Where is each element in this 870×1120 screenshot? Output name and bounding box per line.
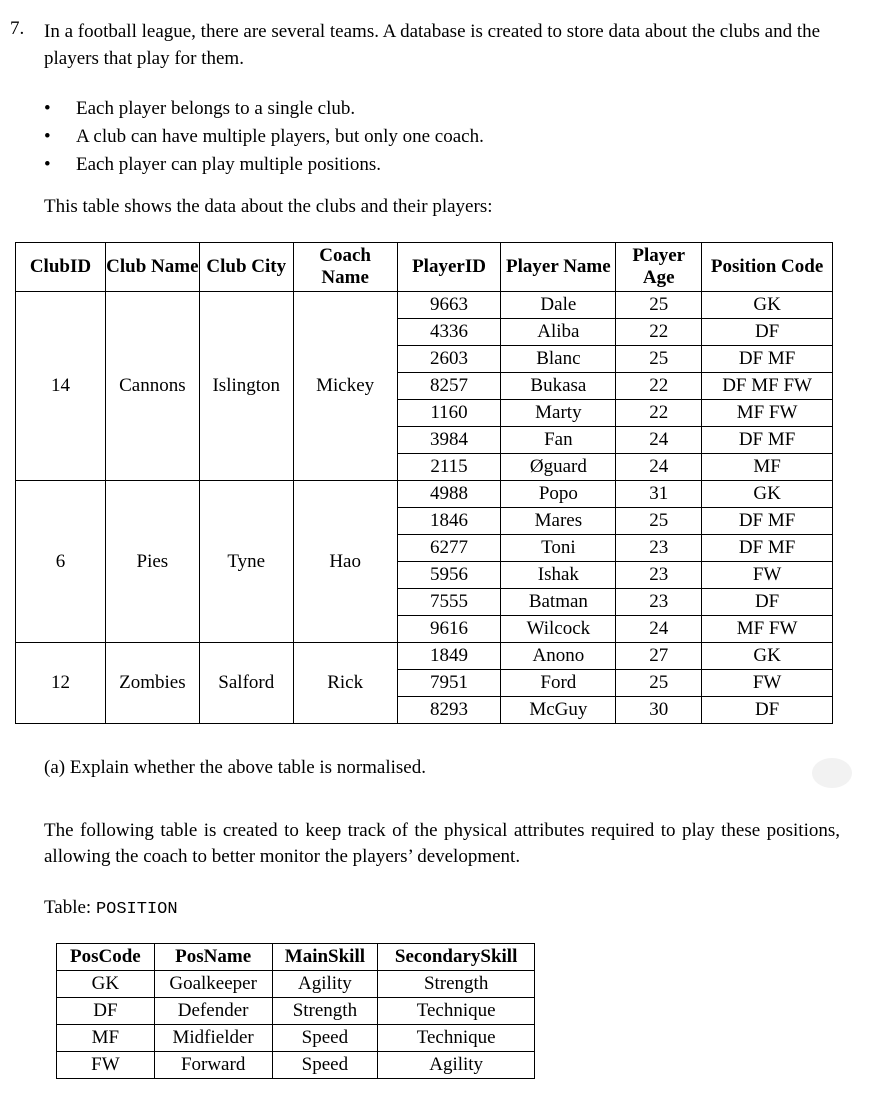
table-row (57, 971, 535, 998)
scan-smudge (812, 758, 852, 788)
table-row (16, 292, 833, 319)
cell-player-age: 25 (616, 670, 702, 697)
table-label-name: POSITION (95, 900, 178, 919)
header-main-skill: MainSkill (272, 944, 378, 971)
cell-player-id: 1846 (397, 508, 501, 535)
cell-player-id: 1849 (397, 643, 501, 670)
cell-club-name: Pies (105, 481, 199, 643)
header-row (16, 243, 833, 292)
cell-secondary-skill: Technique (378, 1025, 535, 1052)
header-secondary-skill: SecondarySkill (378, 944, 535, 971)
cell-main-skill: Speed (272, 1052, 378, 1079)
cell-player-age: 30 (616, 697, 702, 724)
header-club-name: Club Name (105, 243, 199, 292)
cell-player-id: 4336 (397, 319, 501, 346)
position-table-body (57, 971, 535, 1079)
list-item (44, 123, 484, 151)
cell-position-code: GK (702, 643, 833, 670)
cell-player-age: 22 (616, 400, 702, 427)
cell-player-name: Popo (501, 481, 616, 508)
table-row (57, 1025, 535, 1052)
cell-main-skill: Strength (272, 998, 378, 1025)
cell-pos-code: GK (57, 971, 155, 998)
bullet-text: A club can have multiple players, but only one coach. (76, 126, 484, 147)
cell-player-age: 25 (616, 346, 702, 373)
bullet-icon: • (44, 98, 51, 119)
cell-player-name: Fan (501, 427, 616, 454)
cell-position-code: GK (702, 481, 833, 508)
header-row (57, 944, 535, 971)
cell-player-id: 6277 (397, 535, 501, 562)
header-player-age: Player Age (616, 243, 702, 292)
cell-position-code: MF (702, 454, 833, 481)
cell-player-id: 2603 (397, 346, 501, 373)
position-table (56, 943, 535, 1079)
cell-pos-name: Midfielder (154, 1025, 272, 1052)
cell-player-id: 7951 (397, 670, 501, 697)
bullet-text: Each player can play multiple positions. (76, 154, 381, 175)
cell-player-name: Ford (501, 670, 616, 697)
cell-pos-code: MF (57, 1025, 155, 1052)
cell-player-id: 3984 (397, 427, 501, 454)
header-club-id: ClubID (16, 243, 106, 292)
clubs-players-table (15, 242, 833, 724)
cell-player-name: McGuy (501, 697, 616, 724)
table-label (44, 894, 178, 923)
cell-player-id: 9663 (397, 292, 501, 319)
cell-player-name: Mares (501, 508, 616, 535)
cell-pos-code: FW (57, 1052, 155, 1079)
cell-position-code: DF MF (702, 427, 833, 454)
cell-player-age: 25 (616, 508, 702, 535)
cell-coach-name: Hao (293, 481, 397, 643)
cell-club-name: Zombies (105, 643, 199, 724)
position-paragraph: The following table is created to keep track of the physical attributes required to play these positions, allowing the coach to better monitor the players’ development. (44, 820, 840, 867)
list-item (44, 151, 484, 179)
table-row (16, 481, 833, 508)
cell-player-name: Øguard (501, 454, 616, 481)
table-row (57, 1052, 535, 1079)
list-item (44, 95, 484, 123)
cell-player-id: 1160 (397, 400, 501, 427)
cell-pos-name: Forward (154, 1052, 272, 1079)
cell-position-code: DF (702, 589, 833, 616)
cell-player-age: 22 (616, 319, 702, 346)
cell-position-code: MF FW (702, 616, 833, 643)
cell-position-code: DF MF (702, 535, 833, 562)
cell-club-city: Islington (199, 292, 293, 481)
cell-player-id: 7555 (397, 589, 501, 616)
cell-club-id: 6 (16, 481, 106, 643)
bullet-icon: • (44, 126, 51, 147)
cell-player-id: 8257 (397, 373, 501, 400)
cell-secondary-skill: Strength (378, 971, 535, 998)
cell-pos-name: Goalkeeper (154, 971, 272, 998)
question-number: 7. (10, 18, 25, 39)
cell-position-code: FW (702, 670, 833, 697)
cell-player-age: 24 (616, 427, 702, 454)
cell-club-name: Cannons (105, 292, 199, 481)
header-pos-code: PosCode (57, 944, 155, 971)
cell-player-id: 8293 (397, 697, 501, 724)
cell-club-id: 14 (16, 292, 106, 481)
cell-player-age: 24 (616, 454, 702, 481)
header-club-city: Club City (199, 243, 293, 292)
cell-player-age: 23 (616, 535, 702, 562)
cell-position-code: MF FW (702, 400, 833, 427)
cell-player-id: 9616 (397, 616, 501, 643)
part-a-question: (a) Explain whether the above table is normalised. (44, 757, 426, 778)
cell-position-code: GK (702, 292, 833, 319)
table-caption: This table shows the data about the clubs and their players: (44, 196, 493, 217)
cell-player-age: 22 (616, 373, 702, 400)
cell-coach-name: Mickey (293, 292, 397, 481)
cell-pos-name: Defender (154, 998, 272, 1025)
cell-position-code: FW (702, 562, 833, 589)
cell-coach-name: Rick (293, 643, 397, 724)
table-label-prefix: Table: (44, 897, 96, 918)
cell-player-name: Anono (501, 643, 616, 670)
cell-club-city: Tyne (199, 481, 293, 643)
cell-player-age: 31 (616, 481, 702, 508)
cell-player-age: 25 (616, 292, 702, 319)
cell-player-name: Bukasa (501, 373, 616, 400)
cell-player-name: Dale (501, 292, 616, 319)
cell-player-name: Batman (501, 589, 616, 616)
question-intro: In a football league, there are several teams. A database is created to store data about the clubs and the players that play for them. (44, 21, 821, 69)
cell-player-id: 2115 (397, 454, 501, 481)
cell-club-id: 12 (16, 643, 106, 724)
cell-player-name: Wilcock (501, 616, 616, 643)
clubs-players-body (16, 292, 833, 724)
cell-player-name: Toni (501, 535, 616, 562)
header-player-name: Player Name (501, 243, 616, 292)
cell-player-age: 27 (616, 643, 702, 670)
cell-player-age: 24 (616, 616, 702, 643)
cell-player-age: 23 (616, 562, 702, 589)
table-row (57, 998, 535, 1025)
cell-pos-code: DF (57, 998, 155, 1025)
header-coach-name: Coach Name (293, 243, 397, 292)
bullet-text: Each player belongs to a single club. (76, 98, 356, 119)
cell-position-code: DF (702, 697, 833, 724)
cell-secondary-skill: Agility (378, 1052, 535, 1079)
cell-main-skill: Speed (272, 1025, 378, 1052)
header-player-id: PlayerID (397, 243, 501, 292)
cell-player-id: 5956 (397, 562, 501, 589)
cell-position-code: DF MF (702, 346, 833, 373)
cell-position-code: DF (702, 319, 833, 346)
cell-player-id: 4988 (397, 481, 501, 508)
cell-player-name: Blanc (501, 346, 616, 373)
cell-player-name: Marty (501, 400, 616, 427)
cell-player-age: 23 (616, 589, 702, 616)
cell-club-city: Salford (199, 643, 293, 724)
cell-main-skill: Agility (272, 971, 378, 998)
cell-secondary-skill: Technique (378, 998, 535, 1025)
cell-player-name: Aliba (501, 319, 616, 346)
requirements-list (44, 95, 484, 179)
bullet-icon: • (44, 154, 51, 175)
table-row (16, 643, 833, 670)
cell-player-name: Ishak (501, 562, 616, 589)
header-pos-name: PosName (154, 944, 272, 971)
header-position-code: Position Code (702, 243, 833, 292)
cell-position-code: DF MF FW (702, 373, 833, 400)
cell-position-code: DF MF (702, 508, 833, 535)
